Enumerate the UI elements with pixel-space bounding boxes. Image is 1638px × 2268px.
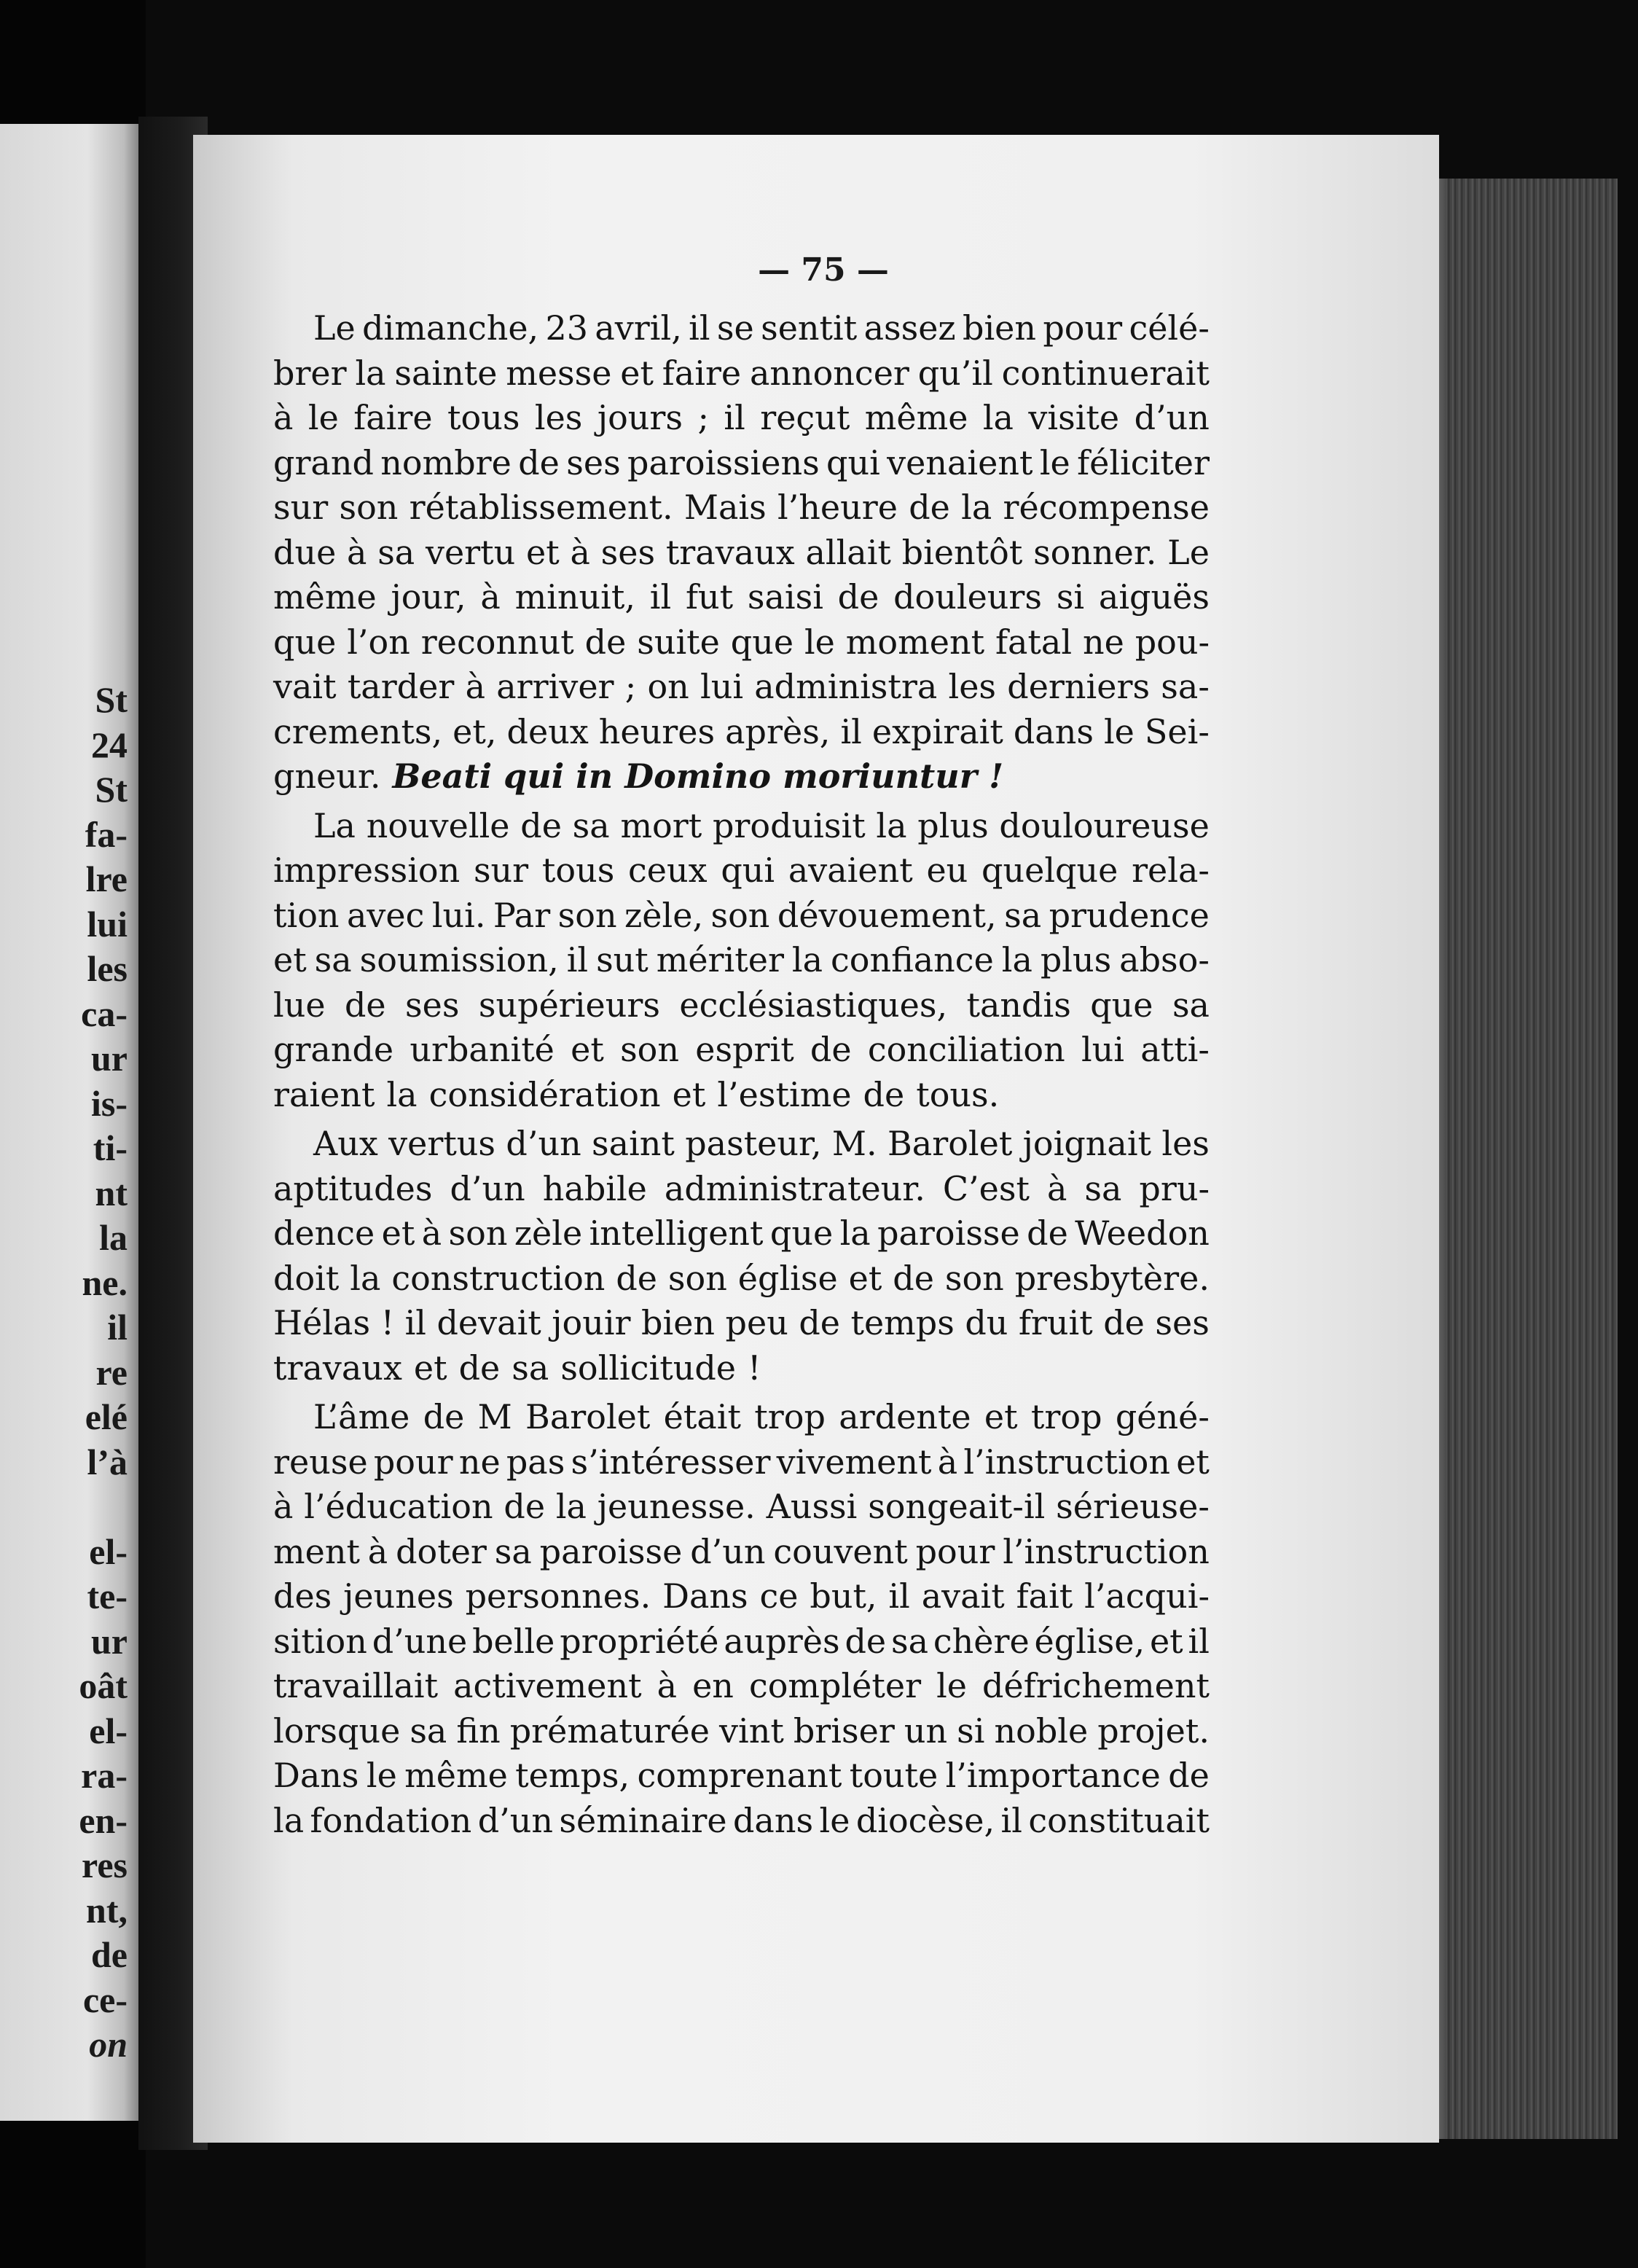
text-line: à le faire tous les jours ; il reçut même la visite d’un (273, 398, 1210, 437)
text-line: que l’on reconnut de suite que le moment fatal ne pou- (273, 622, 1210, 662)
previous-page-fragment: on (89, 2024, 128, 2065)
text-line: tion avec lui. Par son zèle, son dévouement, sa prudence (273, 895, 1210, 935)
previous-page-fragments (0, 678, 128, 2068)
text-line: Hélas ! il devait jouir bien peu de temps du fruit de ses (273, 1303, 1210, 1342)
previous-page-fragment: la (99, 1217, 128, 1258)
text-line: crements, et, deux heures après, il expirait dans le Sei- (273, 711, 1210, 751)
previous-page-fragment: re (95, 1351, 128, 1393)
text-line: travaillait activement à en compléter le défrichement (273, 1666, 1210, 1705)
latin-quote: Beati qui in Domino moriuntur ! (392, 756, 1004, 796)
text-line: sur son rétablissement. Mais l’heure de la récompense (273, 488, 1210, 527)
previous-page-fragment: ra- (81, 1755, 128, 1796)
page-stack-edge (1425, 179, 1618, 2139)
previous-page-fragment: ur (91, 1620, 128, 1662)
text-line: aptitudes d’un habile administrateur. C’est à sa pru- (273, 1168, 1210, 1208)
previous-page-fragment: res (82, 1845, 128, 1885)
text-line: même jour, à minuit, il fut saisi de douleurs si aiguës (273, 577, 1210, 617)
previous-page-fragment: St (95, 679, 128, 720)
text-line: sition d’une belle propriété auprès de sa chère église, et il (273, 1621, 1210, 1661)
text-line: et sa soumission, il sut mériter la confiance la plus abso- (273, 940, 1210, 979)
text-line: dence et à son zèle intelligent que la paroisse de Weedon (273, 1213, 1210, 1253)
text-line: grand nombre de ses paroissiens qui venaient le féliciter (273, 442, 1210, 482)
previous-page-fragment: nt (95, 1172, 128, 1213)
text-line: Aux vertus d’un saint pasteur, M. Barolet joignait les (313, 1124, 1210, 1163)
previous-page-fragment (0, 1485, 128, 1530)
previous-page-fragment: te- (87, 1576, 128, 1616)
previous-page-fragment: ca- (81, 993, 128, 1034)
text-line: L’âme de M Barolet était trop ardente et trop géné- (313, 1397, 1210, 1436)
previous-page-edge (0, 124, 146, 2121)
text-line: Le dimanche, 23 avril, il se sentit assez bien pour célé- (313, 308, 1210, 348)
text-line: travaux et de sa sollicitude ! (273, 1348, 761, 1388)
text-line: raient la considération et l’estime de tous. (273, 1074, 1000, 1114)
book-page (193, 135, 1439, 2143)
previous-page-fragment: elé (85, 1396, 128, 1437)
previous-page-fragment: ur (91, 1038, 128, 1079)
previous-page-fragment: ti- (93, 1127, 128, 1168)
text-line: impression sur tous ceux qui avaient eu quelque rela- (273, 850, 1210, 890)
previous-page-fragment: en- (79, 1799, 128, 1841)
text-line: due à sa vertu et à ses travaux allait bientôt sonner. Le (273, 532, 1210, 572)
previous-page-fragment: lre (85, 859, 128, 899)
text-line: la fondation d’un séminaire dans le diocèse, il constituait (273, 1800, 1210, 1840)
previous-page-fragment: is- (91, 1082, 128, 1124)
previous-page-fragment: il (107, 1307, 128, 1348)
page-number: — 75 — (758, 251, 889, 289)
previous-page-fragment: el- (89, 1710, 128, 1751)
text-line: reuse pour ne pas s’intéresser vivement à l’instruction et (273, 1442, 1210, 1482)
text-line: vait tarder à arriver ; on lui administra les derniers sa- (273, 667, 1210, 706)
previous-page-fragment: les (87, 948, 128, 989)
previous-page-fragment: fa- (85, 813, 128, 855)
text-line: gneur. Beati qui in Domino moriuntur ! (273, 754, 1210, 799)
text-line: Dans le même temps, comprenant toute l’importance de (273, 1756, 1210, 1795)
text-line: à l’éducation de la jeunesse. Aussi songeait-il sérieuse- (273, 1487, 1210, 1526)
previous-page-fragment: St (95, 769, 128, 810)
text-line: doit la construction de son église et de son presbytère. (273, 1258, 1210, 1298)
page-body-text (273, 306, 1210, 1843)
text-line: ment à doter sa paroisse d’un couvent pour l’instruction (273, 1531, 1210, 1571)
previous-page-fragment: el- (89, 1530, 128, 1572)
text-line: lorsque sa fin prématurée vint briser un si noble projet. (273, 1710, 1210, 1751)
text-line: grande urbanité et son esprit de conciliation lui atti- (273, 1030, 1210, 1069)
previous-page-fragment: l’à (87, 1441, 128, 1482)
previous-page-fragment: ce- (82, 1979, 128, 2020)
previous-page-fragment: ne. (82, 1262, 128, 1303)
previous-page-fragment: nt, (86, 1889, 128, 1931)
previous-page-fragment: lui (87, 903, 128, 945)
previous-page-fragment: oât (79, 1665, 128, 1706)
text-line: brer la sainte messe et faire annoncer qu’il continuerait (273, 353, 1210, 393)
text-line: des jeunes personnes. Dans ce but, il avait fait l’acqui- (273, 1576, 1210, 1616)
text-line: La nouvelle de sa mort produisit la plus douloureuse (313, 805, 1210, 845)
previous-page-fragment: 24 (91, 724, 128, 765)
previous-page-fragment: de (91, 1934, 128, 1975)
text-line: lue de ses supérieurs ecclésiastiques, tandis que sa (273, 985, 1210, 1025)
